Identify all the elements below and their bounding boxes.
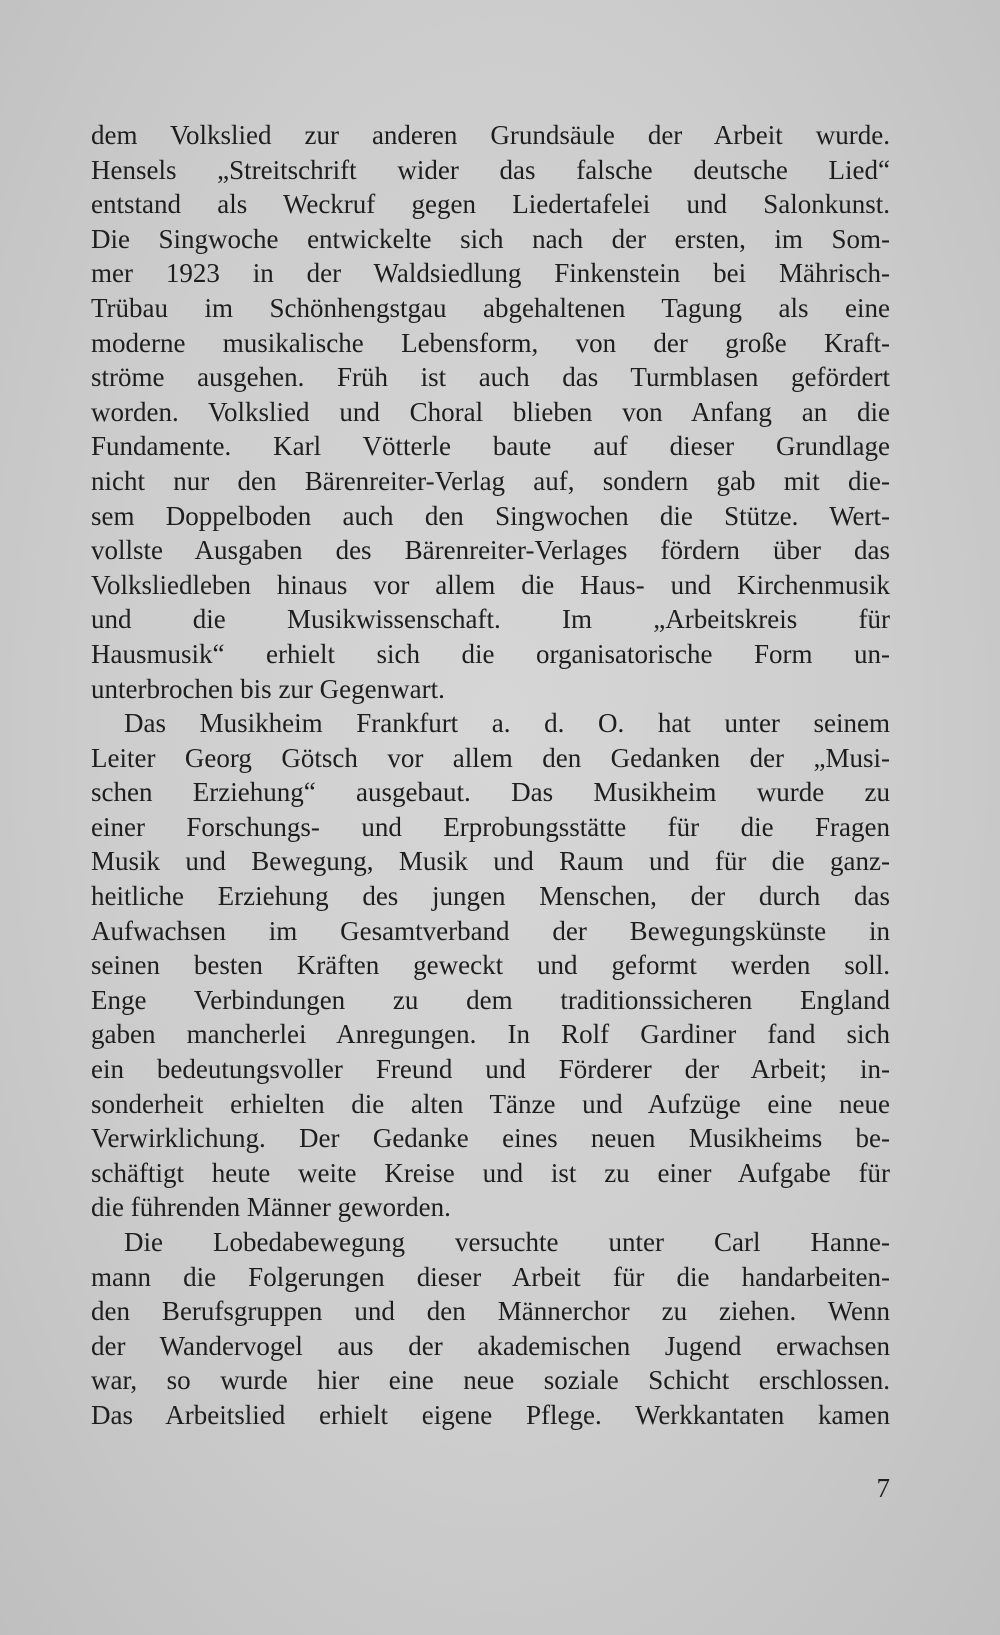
text-line: seinen besten Kräften geweckt und geformt werden soll. — [91, 950, 890, 981]
text-line: sem Doppelboden auch den Singwochen die Stütze. Wert- — [91, 500, 890, 531]
text-line: Die Singwoche entwickelte sich nach der ersten, im Som- — [91, 223, 890, 254]
text-line: Leiter Georg Götsch vor allem den Gedanken der „Musi- — [91, 742, 890, 773]
text-line: den Berufsgruppen und den Männerchor zu ziehen. Wenn — [91, 1296, 890, 1327]
text-line: einer Forschungs- und Erprobungsstätte für die Fragen — [91, 811, 890, 842]
text-line: der Wandervogel aus der akademischen Jugend erwachsen — [91, 1330, 890, 1361]
text-line: Die Lobedabewegung versuchte unter Carl Hanne- — [124, 1227, 890, 1257]
paragraph-3 — [91, 1225, 890, 1433]
text-line: Das Arbeitslied erhielt eigene Pflege. Werkkantaten kamen — [91, 1399, 890, 1430]
text-line: vollste Ausgaben des Bärenreiter-Verlages fördern über das — [91, 535, 890, 566]
text-line: ein bedeutungsvoller Freund und Förderer der Arbeit; in- — [91, 1054, 890, 1085]
text-line: Enge Verbindungen zu dem traditionssicheren England — [91, 984, 890, 1015]
text-line: Hensels „Streitschrift wider das falsche deutsche Lied“ — [91, 154, 890, 185]
text-line: schäftigt heute weite Kreise und ist zu einer Aufgabe für — [91, 1157, 890, 1188]
text-line: Trübau im Schönhengstgau abgehaltenen Tagung als eine — [91, 292, 890, 323]
body-text — [91, 118, 890, 1433]
page-number: 7 — [876, 1473, 890, 1503]
text-line: und die Musikwissenschaft. Im „Arbeitskreis für — [91, 604, 890, 635]
text-line: sonderheit erhielten die alten Tänze und Aufzüge eine neue — [91, 1088, 890, 1119]
paragraph-1 — [91, 118, 890, 706]
text-line: unterbrochen bis zur Gegenwart. — [91, 673, 445, 704]
text-line: nicht nur den Bärenreiter-Verlag auf, sondern gab mit die- — [91, 465, 890, 496]
text-line: mann die Folgerungen dieser Arbeit für die handarbeiten- — [91, 1261, 890, 1292]
text-line: Verwirklichung. Der Gedanke eines neuen Musikheims be- — [91, 1123, 890, 1154]
text-line: Fundamente. Karl Vötterle baute auf dieser Grundlage — [91, 431, 890, 462]
text-line: war, so wurde hier eine neue soziale Schicht erschlossen. — [91, 1365, 890, 1396]
text-line: entstand als Weckruf gegen Liedertafelei und Salonkunst. — [91, 189, 890, 220]
text-line: dem Volkslied zur anderen Grundsäule der Arbeit wurde. — [91, 120, 890, 150]
text-line: Aufwachsen im Gesamtverband der Bewegungskünste in — [91, 915, 890, 946]
text-line: heitliche Erziehung des jungen Menschen, der durch das — [91, 881, 890, 912]
text-line: ströme ausgehen. Früh ist auch das Turmblasen gefördert — [91, 362, 890, 393]
text-line: schen Erziehung“ ausgebaut. Das Musikheim wurde zu — [91, 777, 890, 808]
paragraph-2 — [91, 706, 890, 1225]
text-line: Musik und Bewegung, Musik und Raum und für die ganz- — [91, 846, 890, 877]
text-line: mer 1923 in der Waldsiedlung Finkenstein bei Mährisch- — [91, 258, 890, 289]
text-line: gaben mancherlei Anregungen. In Rolf Gardiner fand sich — [91, 1019, 890, 1050]
text-line: Volksliedleben hinaus vor allem die Haus- und Kirchenmusik — [91, 569, 890, 600]
text-line: moderne musikalische Lebensform, von der große Kraft- — [91, 327, 890, 358]
text-line: Das Musikheim Frankfurt a. d. O. hat unter seinem — [124, 708, 890, 739]
text-line: worden. Volkslied und Choral blieben von Anfang an die — [91, 396, 890, 427]
text-line: die führenden Männer geworden. — [91, 1192, 451, 1223]
text-line: Hausmusik“ erhielt sich die organisatorische Form un- — [91, 638, 890, 669]
